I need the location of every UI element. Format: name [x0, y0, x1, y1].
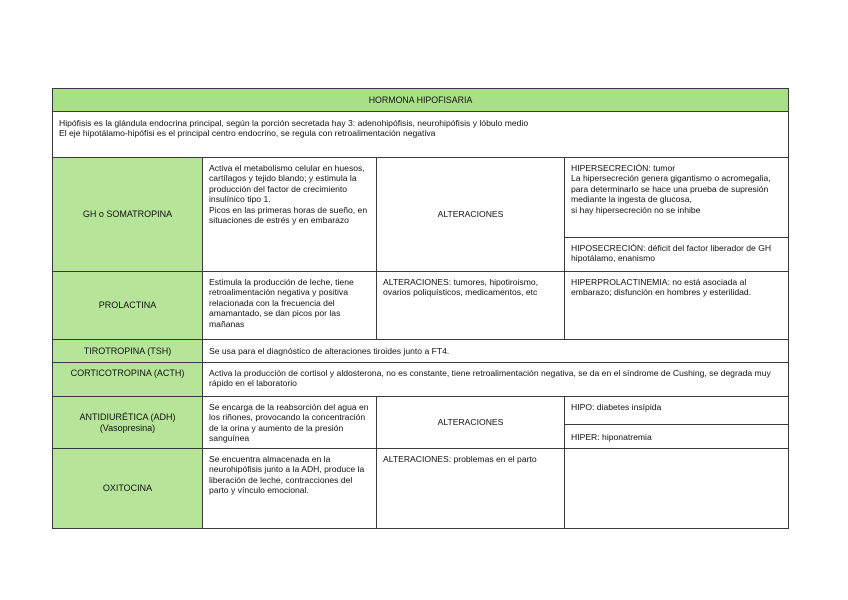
gh-hyper-text-2: si hay hipersecreción no se inhibe [571, 204, 701, 215]
oxy-description: Se encuentra almacenada en la neurohipófisis junto a la ADH, produce la liberación de leche, contracciones del parto y vínculo emocional. [203, 449, 377, 529]
gh-description [203, 158, 377, 272]
tsh-description: Se usa para el diagnóstico de alteraciones tiroides junto a FT4. [203, 340, 789, 363]
table-title: HORMONA HIPOFISARIA [53, 89, 789, 112]
intro-line-1: Hipófisis es la glándula endocrina principal, según la porción secretada hay 3: adenohipófisis, neurohipófisis y lóbulo medio [59, 118, 529, 128]
gh-hyper-text-1: La hipersecreción genera gigantismo o acromegalia, para determinarlo se hace una prueba de supresión mediante la ingesta de glucosa, [571, 173, 771, 205]
prl-hyperprolactinemia: HIPERPROLACTINEMIA: no está asociada al embarazo; disfunción en hombres y esterilidad. [565, 272, 789, 340]
adh-name-1: ANTIDIURÉTICA (ADH) [79, 411, 176, 422]
adh-alterations: ALTERACIONES [377, 397, 565, 449]
tsh-name: TIROTROPINA (TSH) [53, 340, 203, 363]
gh-alterations: ALTERACIONES [377, 158, 565, 272]
prl-name: PROLACTINA [53, 272, 203, 340]
adh-name-2: (Vasopresina) [99, 422, 156, 433]
adh-name [53, 397, 203, 449]
gh-hyper-title: HIPERSECRECIÓN: tumor [571, 163, 676, 173]
adh-description: Se encarga de la reabsorción del agua en los riñones, provocando la concentración de la orina y aumento de la presión sanguínea [203, 397, 377, 449]
oxy-name: OXITOCINA [53, 449, 203, 529]
hormone-table [52, 88, 789, 529]
adh-hyper: HIPER: hiponatremia [565, 425, 789, 449]
gh-hyposecretion: HIPOSECRECIÓN: déficit del factor liberador de GH hipotálamo, enanismo [565, 238, 789, 272]
oxy-alterations: ALTERACIONES: problemas en el parto [377, 449, 565, 529]
intro-cell [53, 112, 789, 158]
prl-description: Estimula la producción de leche, tiene retroalimentación negativa y positiva relacionada con la frecuencia del amamantado, se dan picos por las mañanas [203, 272, 377, 340]
gh-name: GH o SOMATROPINA [53, 158, 203, 272]
gh-desc-2: Picos en las primeras horas de sueño, en situaciones de estrés y en embarazo [209, 204, 368, 226]
prl-alterations: ALTERACIONES: tumores, hipotiroismo, ovarios poliquísticos, medicamentos, etc [377, 272, 565, 340]
oxy-empty-cell [565, 449, 789, 529]
acth-description: Activa la producción de cortisol y aldosterona, no es constante, tiene retroalimentación negativa, se da en el síndrome de Cushing, se degrada muy rápido en el laboratorio [203, 363, 789, 397]
intro-line-2: El eje hipotálamo-hipófisi es el principal centro endocrino, se regula con retroalimentación negativa [59, 128, 436, 139]
acth-name: CORTICOTROPINA (ACTH) [53, 363, 203, 397]
gh-hypersecretion [565, 158, 789, 238]
adh-hypo: HIPO: diabetes insípida [565, 397, 789, 425]
gh-desc-1: Activa el metabolismo celular en huesos, cartílagos y tejido blando; y estimula la producción del factor de crecimiento insulínico tipo 1. [209, 163, 365, 205]
